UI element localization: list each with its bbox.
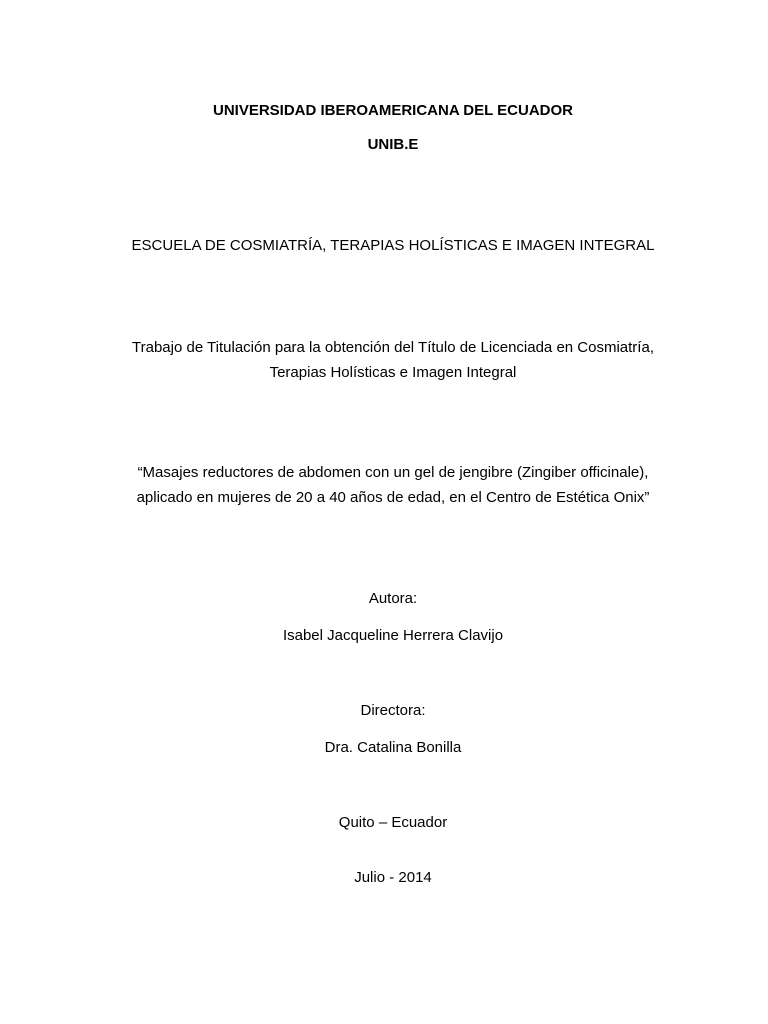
university-name: UNIVERSIDAD IBEROAMERICANA DEL ECUADOR [212, 102, 574, 119]
university-abbreviation: UNIB.E [367, 136, 419, 153]
school-name: ESCUELA DE COSMIATRÍA, TERAPIAS HOLÍSTICAS E IMAGEN INTEGRAL [131, 237, 655, 254]
degree-purpose-line-1: Trabajo de Titulación para la obtención del Título de Licenciada en Cosmiatría, [132, 339, 654, 356]
thesis-title-line-2: aplicado en mujeres de 20 a 40 años de edad, en el Centro de Estética Onix” [136, 489, 650, 506]
author-name: Isabel Jacqueline Herrera Clavijo [282, 627, 504, 644]
author-label: Autora: [368, 590, 418, 607]
thesis-title-line-1: “Masajes reductores de abdomen con un gel de jengibre (Zingiber officinale), [137, 464, 649, 481]
director-label: Directora: [360, 702, 426, 719]
location: Quito – Ecuador [338, 814, 448, 831]
degree-purpose-line-2: Terapias Holísticas e Imagen Integral [269, 364, 517, 381]
director-name: Dra. Catalina Bonilla [324, 739, 462, 756]
date: Julio - 2014 [354, 869, 432, 886]
